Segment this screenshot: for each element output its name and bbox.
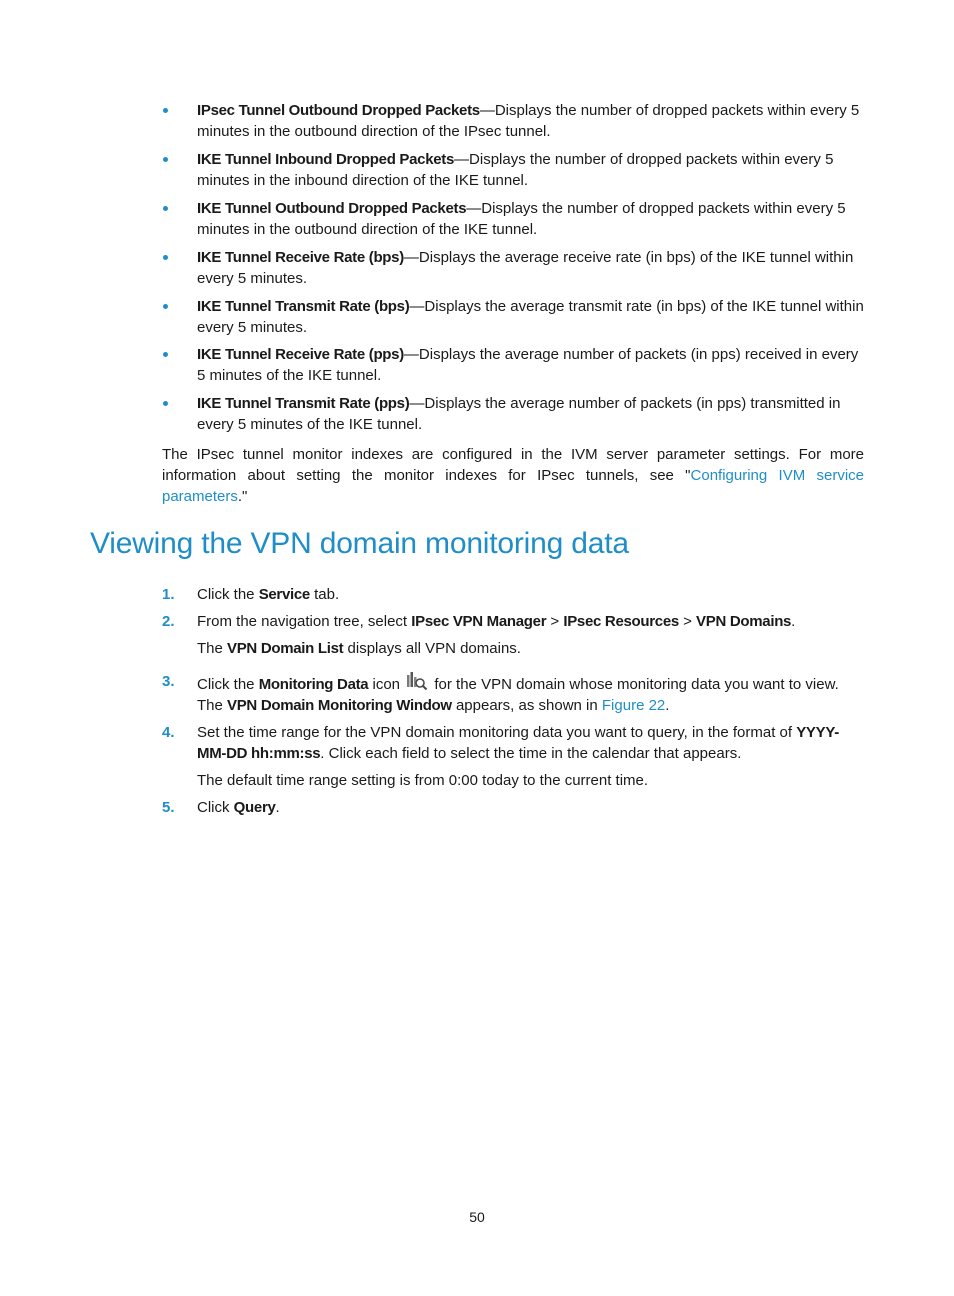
path-separator: > xyxy=(678,613,697,630)
monitoring-data-ref: Monitoring Data xyxy=(258,676,369,693)
step-4 xyxy=(162,722,864,791)
bullet-term: IKE Tunnel Inbound Dropped Packets xyxy=(197,150,455,168)
list-item xyxy=(162,198,864,240)
page-number: 50 xyxy=(469,1209,485,1225)
step-number: 3. xyxy=(162,673,175,690)
bullet-term: IKE Tunnel Transmit Rate (bps) xyxy=(197,297,410,315)
para-after: ." xyxy=(237,488,248,505)
step-text: . xyxy=(791,613,796,630)
bullet-term: IPsec Tunnel Outbound Dropped Packets xyxy=(197,102,480,119)
step-text: From the navigation tree, select xyxy=(197,613,412,630)
configuring-ivm-service-parameters-link[interactable]: Configuring IVM service parameters xyxy=(162,467,864,505)
list-item xyxy=(162,247,864,289)
bullet-term: IKE Tunnel Transmit Rate (pps) xyxy=(197,395,410,413)
bullet-desc: —Displays the number of dropped packets within every 5 minutes in the outbound direction of the IKE tunnel. xyxy=(197,199,846,238)
bullet-desc: —Displays the average number of packets (in pps) received in every 5 minutes of the IKE tunnel. xyxy=(197,346,859,385)
monitoring-data-icon xyxy=(406,671,428,691)
step-text: . xyxy=(665,697,670,714)
step-text: Click the xyxy=(197,676,259,693)
list-item xyxy=(162,149,864,191)
query-button-ref: Query xyxy=(233,799,276,816)
section-heading: Viewing the VPN domain monitoring data xyxy=(90,527,629,560)
list-item xyxy=(162,393,864,435)
step-text: appears, as shown in xyxy=(451,697,602,714)
bullet-term: IKE Tunnel Outbound Dropped Packets xyxy=(197,199,467,217)
step-number: 4. xyxy=(162,724,175,741)
vpn-domain-monitoring-window-ref: VPN Domain Monitoring Window xyxy=(227,697,452,714)
step-text: Click the xyxy=(197,586,259,603)
bullet-desc: —Displays the number of dropped packets within every 5 minutes in the inbound direction of the IKE tunnel. xyxy=(197,150,834,189)
para-text: The IPsec tunnel monitor indexes are configured in the IVM server parameter settings. For more information about setting the monitor indexes for IPsec tunnels, see " xyxy=(162,446,864,484)
step-text: displays all VPN domains. xyxy=(343,640,521,657)
step-2 xyxy=(162,611,864,659)
step-text: The xyxy=(197,640,228,657)
list-item xyxy=(162,296,864,338)
step-text: for the VPN domain whose monitoring data you want to view. The xyxy=(197,676,839,714)
procedure-steps xyxy=(162,584,864,824)
list-item xyxy=(162,100,864,142)
monitor-index-paragraph xyxy=(162,444,864,507)
step-note: The default time range setting is from 0:00 today to the current time. xyxy=(197,772,649,789)
step-text: Click xyxy=(197,799,234,816)
vpn-domain-list-ref: VPN Domain List xyxy=(227,640,344,657)
step-text: . xyxy=(275,799,280,816)
bullet-desc: —Displays the average transmit rate (in bps) of the IKE tunnel within every 5 minutes. xyxy=(197,297,864,336)
ipsec-vpn-manager-ref: IPsec VPN Manager xyxy=(411,613,547,630)
figure-22-link[interactable]: Figure 22 xyxy=(601,697,666,714)
step-3 xyxy=(162,671,864,716)
step-number: 2. xyxy=(162,613,175,630)
list-item xyxy=(162,344,864,386)
step-number: 5. xyxy=(162,799,175,816)
step-5 xyxy=(162,797,864,818)
bullet-desc: —Displays the average receive rate (in bps) of the IKE tunnel within every 5 minutes. xyxy=(197,248,854,287)
step-text: tab. xyxy=(309,586,340,603)
service-tab-ref: Service xyxy=(258,586,310,603)
vpn-domains-ref: VPN Domains xyxy=(696,613,792,630)
bullet-term: IKE Tunnel Receive Rate (pps) xyxy=(197,346,404,364)
time-format-ref: YYYY-MM-DD hh:mm:ss xyxy=(197,724,839,762)
bullet-desc: —Displays the number of dropped packets within every 5 minutes in the outbound direction of the IPsec tunnel. xyxy=(197,102,860,140)
monitor-index-list xyxy=(162,100,864,442)
step-number: 1. xyxy=(162,586,175,603)
step-note xyxy=(197,638,864,659)
path-separator: > xyxy=(546,613,564,630)
step-text: Set the time range for the VPN domain monitoring data you want to query, in the format of xyxy=(197,724,797,741)
bullet-desc: —Displays the average number of packets (in pps) transmitted in every 5 minutes of the IKE tunnel. xyxy=(197,395,841,434)
ipsec-resources-ref: IPsec Resources xyxy=(563,613,679,630)
step-1 xyxy=(162,584,864,605)
step-text: . Click each field to select the time in the calendar that appears. xyxy=(320,745,742,762)
bullet-term: IKE Tunnel Receive Rate (bps) xyxy=(197,248,404,266)
step-text: icon xyxy=(368,676,401,693)
